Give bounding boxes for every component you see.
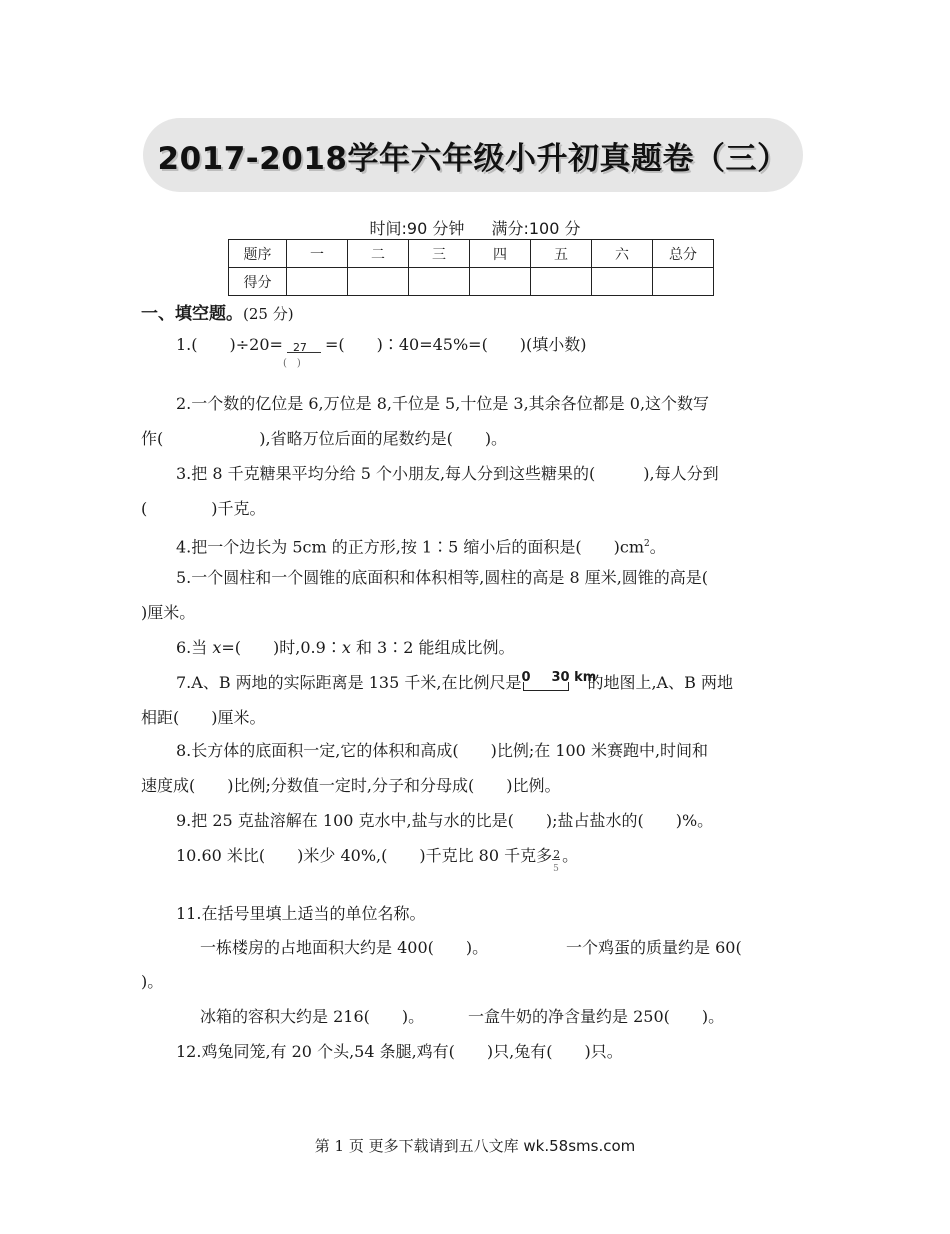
fraction-bar <box>287 352 321 353</box>
score-cell[interactable] <box>592 268 653 296</box>
q7-part-b: 的地图上,A、B 两地 <box>587 673 733 692</box>
q6-part-a: 6.当 <box>176 638 213 657</box>
score-table-header: 题序 <box>229 240 287 268</box>
fraction <box>282 336 325 369</box>
question-5-line-2: )厘米。 <box>141 603 196 622</box>
q6-variable: x <box>341 638 351 657</box>
section-points: (25 分) <box>243 305 294 323</box>
score-table-header: 一 <box>287 240 348 268</box>
question-8-line-1: 8.长方体的底面积一定,它的体积和高成( )比例;在 100 米赛跑中,时间和 <box>176 741 709 760</box>
scale-value: 30 km <box>551 669 597 685</box>
score-cell[interactable] <box>287 268 348 296</box>
question-1 <box>176 335 587 369</box>
question-7-line-1 <box>176 669 733 694</box>
q1-part-a: 1.( )÷20= <box>176 335 283 354</box>
q6-part-c: 和 3∶2 能组成比例。 <box>350 638 515 657</box>
page-title: 2017-2018学年六年级小升初真题卷（三） <box>157 140 789 177</box>
question-2-line-1: 2.一个数的亿位是 6,万位是 8,千位是 5,十位是 3,其余各位都是 0,这个数写 <box>176 394 710 413</box>
question-4 <box>176 534 666 557</box>
q4-part-b: 。 <box>649 537 666 557</box>
page-footer <box>0 1135 950 1156</box>
score-table-header: 六 <box>592 240 653 268</box>
question-11-item-2-end: )。 <box>141 972 164 991</box>
score-table-row <box>229 268 714 296</box>
q6-part-b: =( )时,0.9∶ <box>221 638 342 657</box>
scale-zero: 0 <box>521 669 531 685</box>
score-table-header: 三 <box>409 240 470 268</box>
section-title: 一、填空题。 <box>141 304 243 324</box>
question-7-line-2: 相距( )厘米。 <box>141 708 266 727</box>
q6-variable: x <box>212 638 222 657</box>
fraction-denominator: 5 <box>553 863 559 874</box>
question-11-item-3: 冰箱的容积大约是 216( )。 <box>200 1007 425 1026</box>
scale-bar <box>521 669 597 694</box>
question-12: 12.鸡兔同笼,有 20 个头,54 条腿,鸡有( )只,兔有( )只。 <box>176 1042 623 1061</box>
question-8-line-2: 速度成( )比例;分数值一定时,分子和分母成( )比例。 <box>141 776 561 795</box>
fraction-numerator: 2 <box>553 847 561 861</box>
fraction-numerator: 27 <box>292 340 307 354</box>
question-5-line-1: 5.一个圆柱和一个圆锥的底面积和体积相等,圆柱的高是 8 厘米,圆锥的高是( <box>176 568 709 587</box>
q4-superscript: 2 <box>644 539 650 549</box>
question-11-heading: 11.在括号里填上适当的单位名称。 <box>176 904 426 923</box>
score-table-header: 四 <box>470 240 531 268</box>
footer-site-link[interactable]: wk.58sms.com <box>523 1137 636 1155</box>
score-table-header-row <box>229 240 714 268</box>
q4-part-a: 4.把一个边长为 5cm 的正方形,按 1∶5 缩小后的面积是( )cm <box>176 537 644 557</box>
score-cell[interactable] <box>470 268 531 296</box>
fraction <box>552 847 562 874</box>
q10-part-a: 10.60 米比( )米少 40%,( )千克比 80 千克多 <box>176 846 553 865</box>
exam-meta <box>0 216 950 239</box>
score-row-label: 得分 <box>229 268 287 296</box>
score-cell[interactable] <box>409 268 470 296</box>
score-cell[interactable] <box>531 268 592 296</box>
score-table-header: 二 <box>348 240 409 268</box>
score-table <box>228 239 714 296</box>
question-9: 9.把 25 克盐溶解在 100 克水中,盐与水的比是( );盐占盐水的( )%。 <box>176 811 714 830</box>
question-11-item-2: 一个鸡蛋的质量约是 60( <box>566 938 742 957</box>
time-limit: 时间:90 分钟 <box>369 219 465 238</box>
question-3-line-2: ( )千克。 <box>141 499 266 518</box>
footer-page-text: 第 1 页 更多下载请到五八文库 <box>314 1137 519 1155</box>
question-11-item-1: 一栋楼房的占地面积大约是 400( )。 <box>200 938 489 957</box>
score-table-header: 五 <box>531 240 592 268</box>
question-3-line-1: 3.把 8 千克糖果平均分给 5 个小朋友,每人分到这些糖果的( ),每人分到 <box>176 464 719 483</box>
scale-ruler <box>523 682 569 691</box>
score-cell[interactable] <box>653 268 714 296</box>
score-table-header: 总分 <box>653 240 714 268</box>
question-10 <box>176 846 579 874</box>
question-2-line-2: 作( ),省略万位后面的尾数约是( )。 <box>141 429 508 448</box>
score-cell[interactable] <box>348 268 409 296</box>
fraction-denominator: ( ) <box>282 357 301 369</box>
q1-part-b: =( )∶40=45%=( )(填小数) <box>324 335 587 354</box>
question-6 <box>176 638 514 658</box>
full-score: 满分:100 分 <box>491 219 581 238</box>
section-heading <box>141 299 294 324</box>
q7-part-a: 7.A、B 两地的实际距离是 135 千米,在比例尺是 <box>176 673 522 692</box>
question-11-item-4: 一盒牛奶的净含量约是 250( )。 <box>468 1007 725 1026</box>
title-banner <box>143 118 803 192</box>
q10-part-b: 。 <box>562 846 579 865</box>
